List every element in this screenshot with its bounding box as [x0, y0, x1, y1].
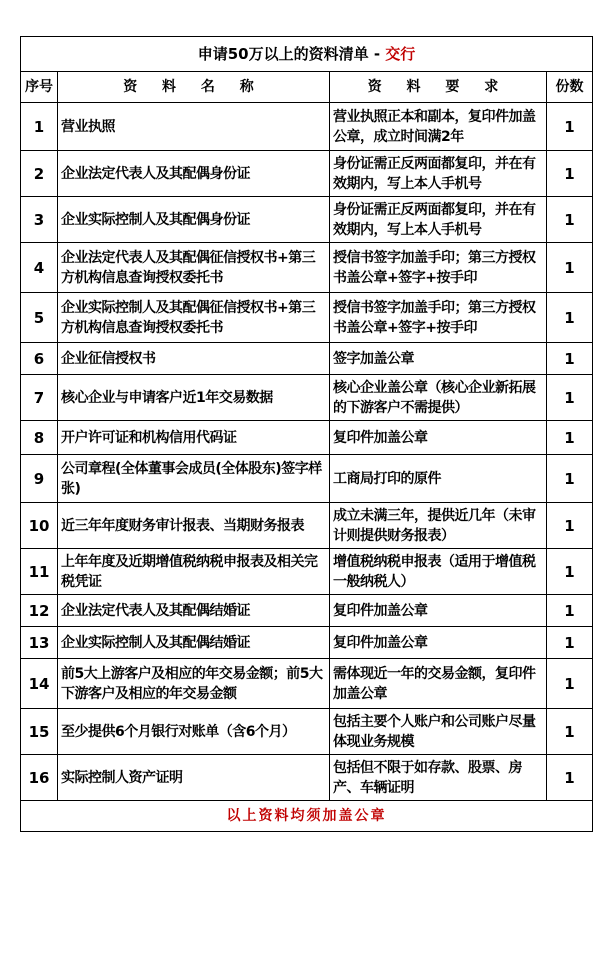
row-seq: 7 — [21, 375, 58, 421]
row-seq: 8 — [21, 421, 58, 455]
footer-note: 以上资料均须加盖公章 — [21, 801, 593, 832]
table-row — [21, 549, 593, 595]
row-req: 身份证需正反两面都复印，并在有效期内，写上本人手机号 — [330, 151, 547, 197]
materials-table — [20, 36, 593, 832]
header-qty: 份数 — [547, 72, 593, 103]
table-row — [21, 421, 593, 455]
row-qty: 1 — [547, 293, 593, 343]
table-row — [21, 503, 593, 549]
row-name: 营业执照 — [58, 103, 330, 151]
row-name: 至少提供6个月银行对账单（含6个月） — [58, 709, 330, 755]
header-seq: 序号 — [21, 72, 58, 103]
row-req: 包括但不限于如存款、股票、房产、车辆证明 — [330, 755, 547, 801]
row-req: 需体现近一年的交易金额，复印件加盖公章 — [330, 659, 547, 709]
row-req: 授信书签字加盖手印；第三方授权书盖公章+签字+按手印 — [330, 293, 547, 343]
row-req: 复印件加盖公章 — [330, 421, 547, 455]
row-qty: 1 — [547, 659, 593, 709]
table-row — [21, 709, 593, 755]
row-seq: 1 — [21, 103, 58, 151]
row-name: 核心企业与申请客户近1年交易数据 — [58, 375, 330, 421]
row-name: 企业法定代表人及其配偶身份证 — [58, 151, 330, 197]
row-name: 企业实际控制人及其配偶征信授权书+第三方机构信息查询授权委托书 — [58, 293, 330, 343]
table-row — [21, 343, 593, 375]
row-req: 增值税纳税申报表（适用于增值税一般纳税人） — [330, 549, 547, 595]
row-name: 企业征信授权书 — [58, 343, 330, 375]
header-req: 资 料 要 求 — [330, 72, 547, 103]
table-row — [21, 627, 593, 659]
row-qty: 1 — [547, 151, 593, 197]
row-seq: 14 — [21, 659, 58, 709]
row-seq: 9 — [21, 455, 58, 503]
row-seq: 6 — [21, 343, 58, 375]
row-name: 企业实际控制人及其配偶结婚证 — [58, 627, 330, 659]
row-qty: 1 — [547, 243, 593, 293]
row-qty: 1 — [547, 455, 593, 503]
row-name: 上年年度及近期增值税纳税申报表及相关完税凭证 — [58, 549, 330, 595]
row-seq: 3 — [21, 197, 58, 243]
table-row — [21, 659, 593, 709]
row-qty: 1 — [547, 343, 593, 375]
row-qty: 1 — [547, 627, 593, 659]
row-req: 工商局打印的原件 — [330, 455, 547, 503]
row-name: 前5大上游客户及相应的年交易金额；前5大下游客户及相应的年交易金额 — [58, 659, 330, 709]
table-row — [21, 595, 593, 627]
row-seq: 15 — [21, 709, 58, 755]
row-name: 企业实际控制人及其配偶身份证 — [58, 197, 330, 243]
table-row — [21, 151, 593, 197]
table-row — [21, 293, 593, 343]
footer-row — [21, 801, 593, 832]
title-main: 申请50万以上的资料清单 - — [197, 45, 386, 63]
row-name: 实际控制人资产证明 — [58, 755, 330, 801]
row-seq: 2 — [21, 151, 58, 197]
row-seq: 10 — [21, 503, 58, 549]
row-seq: 5 — [21, 293, 58, 343]
row-req: 签字加盖公章 — [330, 343, 547, 375]
row-qty: 1 — [547, 755, 593, 801]
row-req: 成立未满三年，提供近几年（未审计则提供财务报表） — [330, 503, 547, 549]
row-qty: 1 — [547, 549, 593, 595]
title-row — [21, 37, 593, 72]
row-qty: 1 — [547, 103, 593, 151]
row-qty: 1 — [547, 503, 593, 549]
row-req: 复印件加盖公章 — [330, 627, 547, 659]
row-name: 开户许可证和机构信用代码证 — [58, 421, 330, 455]
row-qty: 1 — [547, 375, 593, 421]
row-name: 企业法定代表人及其配偶征信授权书+第三方机构信息查询授权委托书 — [58, 243, 330, 293]
row-seq: 4 — [21, 243, 58, 293]
row-name: 企业法定代表人及其配偶结婚证 — [58, 595, 330, 627]
row-req: 复印件加盖公章 — [330, 595, 547, 627]
table-row — [21, 755, 593, 801]
row-qty: 1 — [547, 197, 593, 243]
row-name: 公司章程(全体董事会成员(全体股东)签字样张) — [58, 455, 330, 503]
row-qty: 1 — [547, 421, 593, 455]
row-seq: 11 — [21, 549, 58, 595]
table-row — [21, 375, 593, 421]
table-row — [21, 103, 593, 151]
row-req: 核心企业盖公章（核心企业新拓展的下游客户不需提供） — [330, 375, 547, 421]
header-name: 资 料 名 称 — [58, 72, 330, 103]
row-req: 营业执照正本和副本，复印件加盖公章，成立时间满2年 — [330, 103, 547, 151]
row-qty: 1 — [547, 709, 593, 755]
row-name: 近三年年度财务审计报表、当期财务报表 — [58, 503, 330, 549]
title-bank: 交行 — [385, 45, 416, 63]
table-row — [21, 197, 593, 243]
row-seq: 13 — [21, 627, 58, 659]
header-row — [21, 72, 593, 103]
row-req: 身份证需正反两面都复印，并在有效期内，写上本人手机号 — [330, 197, 547, 243]
row-qty: 1 — [547, 595, 593, 627]
page-title — [21, 37, 593, 72]
row-req: 授信书签字加盖手印；第三方授权书盖公章+签字+按手印 — [330, 243, 547, 293]
row-seq: 16 — [21, 755, 58, 801]
table-row — [21, 243, 593, 293]
row-req: 包括主要个人账户和公司账户尽量体现业务规模 — [330, 709, 547, 755]
row-seq: 12 — [21, 595, 58, 627]
table-row — [21, 455, 593, 503]
